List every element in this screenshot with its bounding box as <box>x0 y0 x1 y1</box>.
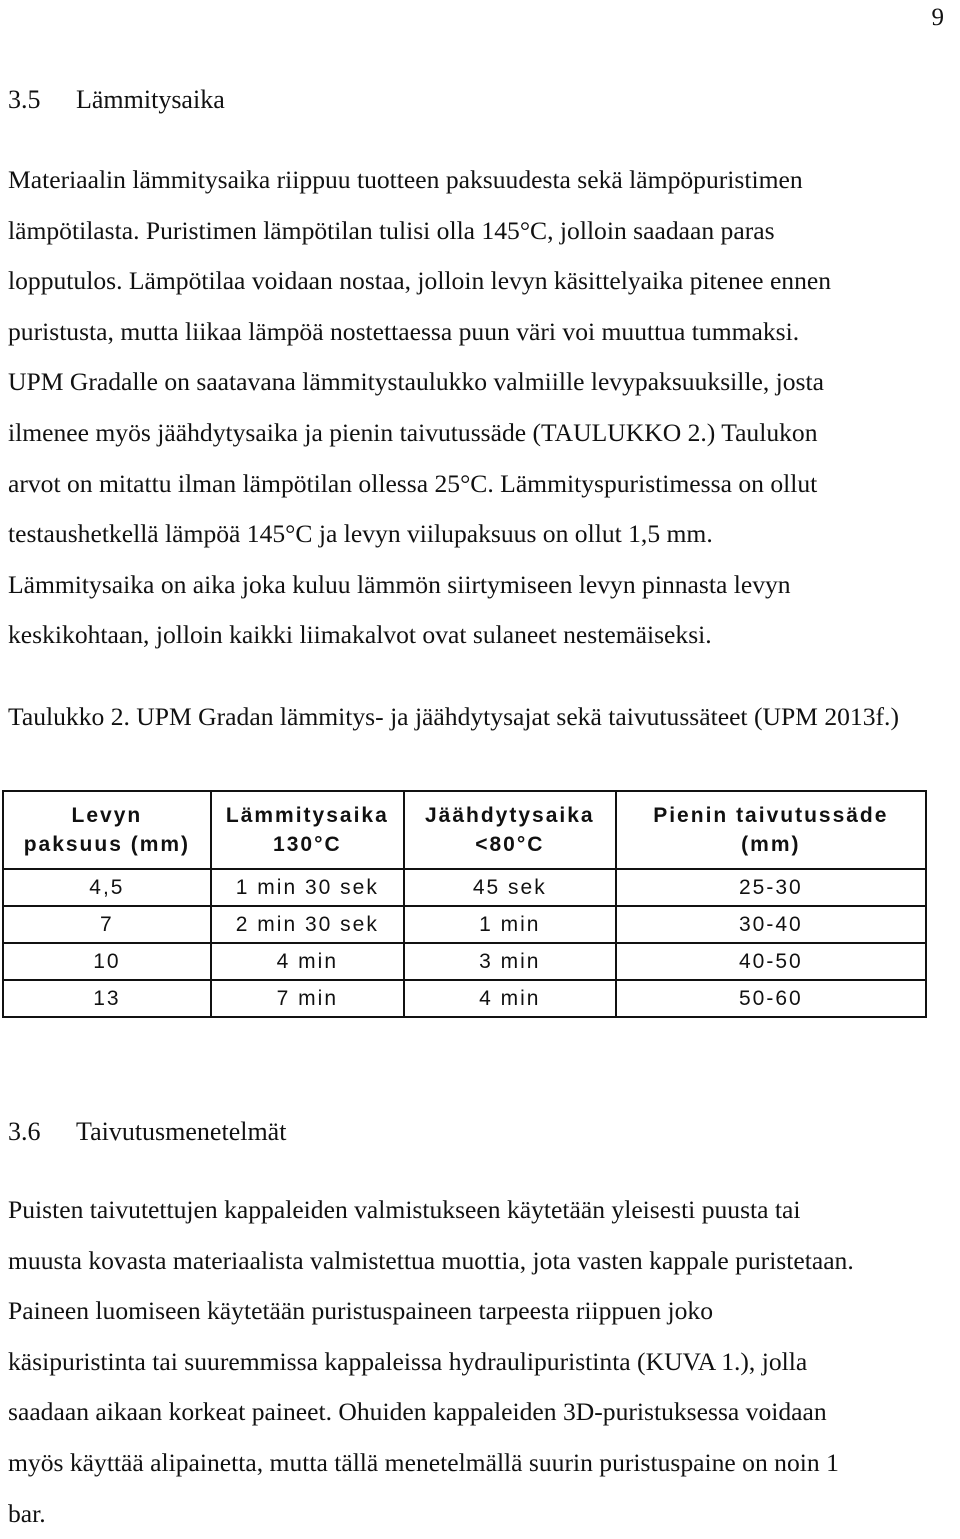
text-line: ilmenee myös jäähdytysaika ja pienin taivutussäde (TAULUKKO 2.) Taulukon <box>8 417 818 447</box>
section-title: Lämmitysaika <box>76 85 225 114</box>
section-number: 3.6 <box>8 1117 41 1146</box>
header-line: (mm) <box>741 833 801 856</box>
text-line: lämpötilasta. Puristimen lämpötilan tulisi olla 145°C, jolloin saadaan paras <box>8 215 775 245</box>
table-caption: Taulukko 2. UPM Gradan lämmitys- ja jäähdytysajat sekä taivutussäteet (UPM 2013f.) <box>8 702 899 731</box>
header-line: Levyn <box>71 804 143 827</box>
table-cell: 3 min <box>404 943 616 980</box>
header-line: Pienin taivutussäde <box>653 804 889 827</box>
section-heading-3-5 <box>8 82 225 118</box>
table-cell: 30-40 <box>616 906 926 943</box>
header-line: Lämmitysaika <box>225 804 389 827</box>
text-line: arvot on mitattu ilman lämpötilan ollessa 25°C. Lämmityspuristimessa on ollut <box>8 468 818 498</box>
text-line: keskikohtaan, jolloin kaikki liimakalvot ovat sulaneet nestemäiseksi. <box>8 620 712 650</box>
text-line: lopputulos. Lämpötilaa voidaan nostaa, jolloin levyn käsittelyaika pitenee ennen <box>8 266 832 296</box>
table-cell: 7 min <box>211 980 404 1017</box>
table-row <box>3 869 926 906</box>
table-cell: 2 min 30 sek <box>211 906 404 943</box>
text-line: Lämmitysaika on aika joka kuluu lämmön siirtymiseen levyn pinnasta levyn <box>8 569 791 599</box>
table-cell: 45 sek <box>404 869 616 906</box>
table-header-row <box>3 791 926 869</box>
table-cell: 13 <box>3 980 211 1017</box>
text-line: Puisten taivutettujen kappaleiden valmistukseen käytetään yleisesti puusta tai <box>8 1195 801 1224</box>
header-line: Jäähdytysaika <box>424 804 595 827</box>
header-bend-radius <box>616 791 926 869</box>
table-cell: 50-60 <box>616 980 926 1017</box>
header-line: 130°C <box>273 833 342 856</box>
table-cell: 1 min <box>404 906 616 943</box>
table-row <box>3 980 926 1017</box>
section-3-5-body <box>8 155 953 661</box>
table-cell: 4,5 <box>3 869 211 906</box>
section-number: 3.5 <box>8 85 41 114</box>
text-line: saadaan aikaan korkeat paineet. Ohuiden kappaleiden 3D-puristuksessa voidaan <box>8 1397 827 1427</box>
table-row <box>3 943 926 980</box>
table-cell: 4 min <box>404 980 616 1017</box>
header-thickness <box>3 791 211 869</box>
section-3-6-body <box>8 1185 953 1539</box>
table-cell: 25-30 <box>616 869 926 906</box>
text-line: Paineen luomiseen käytetään puristuspaineen tarpeesta riippuen joko <box>8 1296 714 1326</box>
header-cooling-time <box>404 791 616 869</box>
table-cell: 7 <box>3 906 211 943</box>
text-line: UPM Gradalle on saatavana lämmitystaulukko valmiille levypaksuuksille, josta <box>8 367 824 397</box>
text-line: bar. <box>8 1498 46 1528</box>
heating-table <box>2 790 927 1018</box>
header-heating-time <box>211 791 404 869</box>
table-row <box>3 906 926 943</box>
text-line: myös käyttää alipainetta, mutta tällä menetelmällä suurin puristuspaine on noin 1 <box>8 1447 839 1477</box>
text-line: puristusta, mutta liikaa lämpöä nostettaessa puun väri voi muuttua tummaksi. <box>8 316 800 346</box>
page-number: 9 <box>931 4 944 31</box>
text-line: muusta kovasta materiaalista valmistettua muottia, jota vasten kappale puristetaan. <box>8 1245 854 1275</box>
table-cell: 1 min 30 sek <box>211 869 404 906</box>
section-title: Taivutusmenetelmät <box>76 1117 287 1146</box>
table-cell: 10 <box>3 943 211 980</box>
header-line: <80°C <box>475 833 545 856</box>
text-line: testaushetkellä lämpöä 145°C ja levyn viilupaksuus on ollut 1,5 mm. <box>8 519 713 549</box>
table-cell: 40-50 <box>616 943 926 980</box>
header-line: paksuus (mm) <box>23 833 191 856</box>
table-cell: 4 min <box>211 943 404 980</box>
text-line: käsipuristinta tai suuremmissa kappaleissa hydraulipuristinta (KUVA 1.), jolla <box>8 1346 808 1376</box>
text-line: Materiaalin lämmitysaika riippuu tuotteen paksuudesta sekä lämpöpuristimen <box>8 165 803 194</box>
section-heading-3-6 <box>8 1114 286 1150</box>
